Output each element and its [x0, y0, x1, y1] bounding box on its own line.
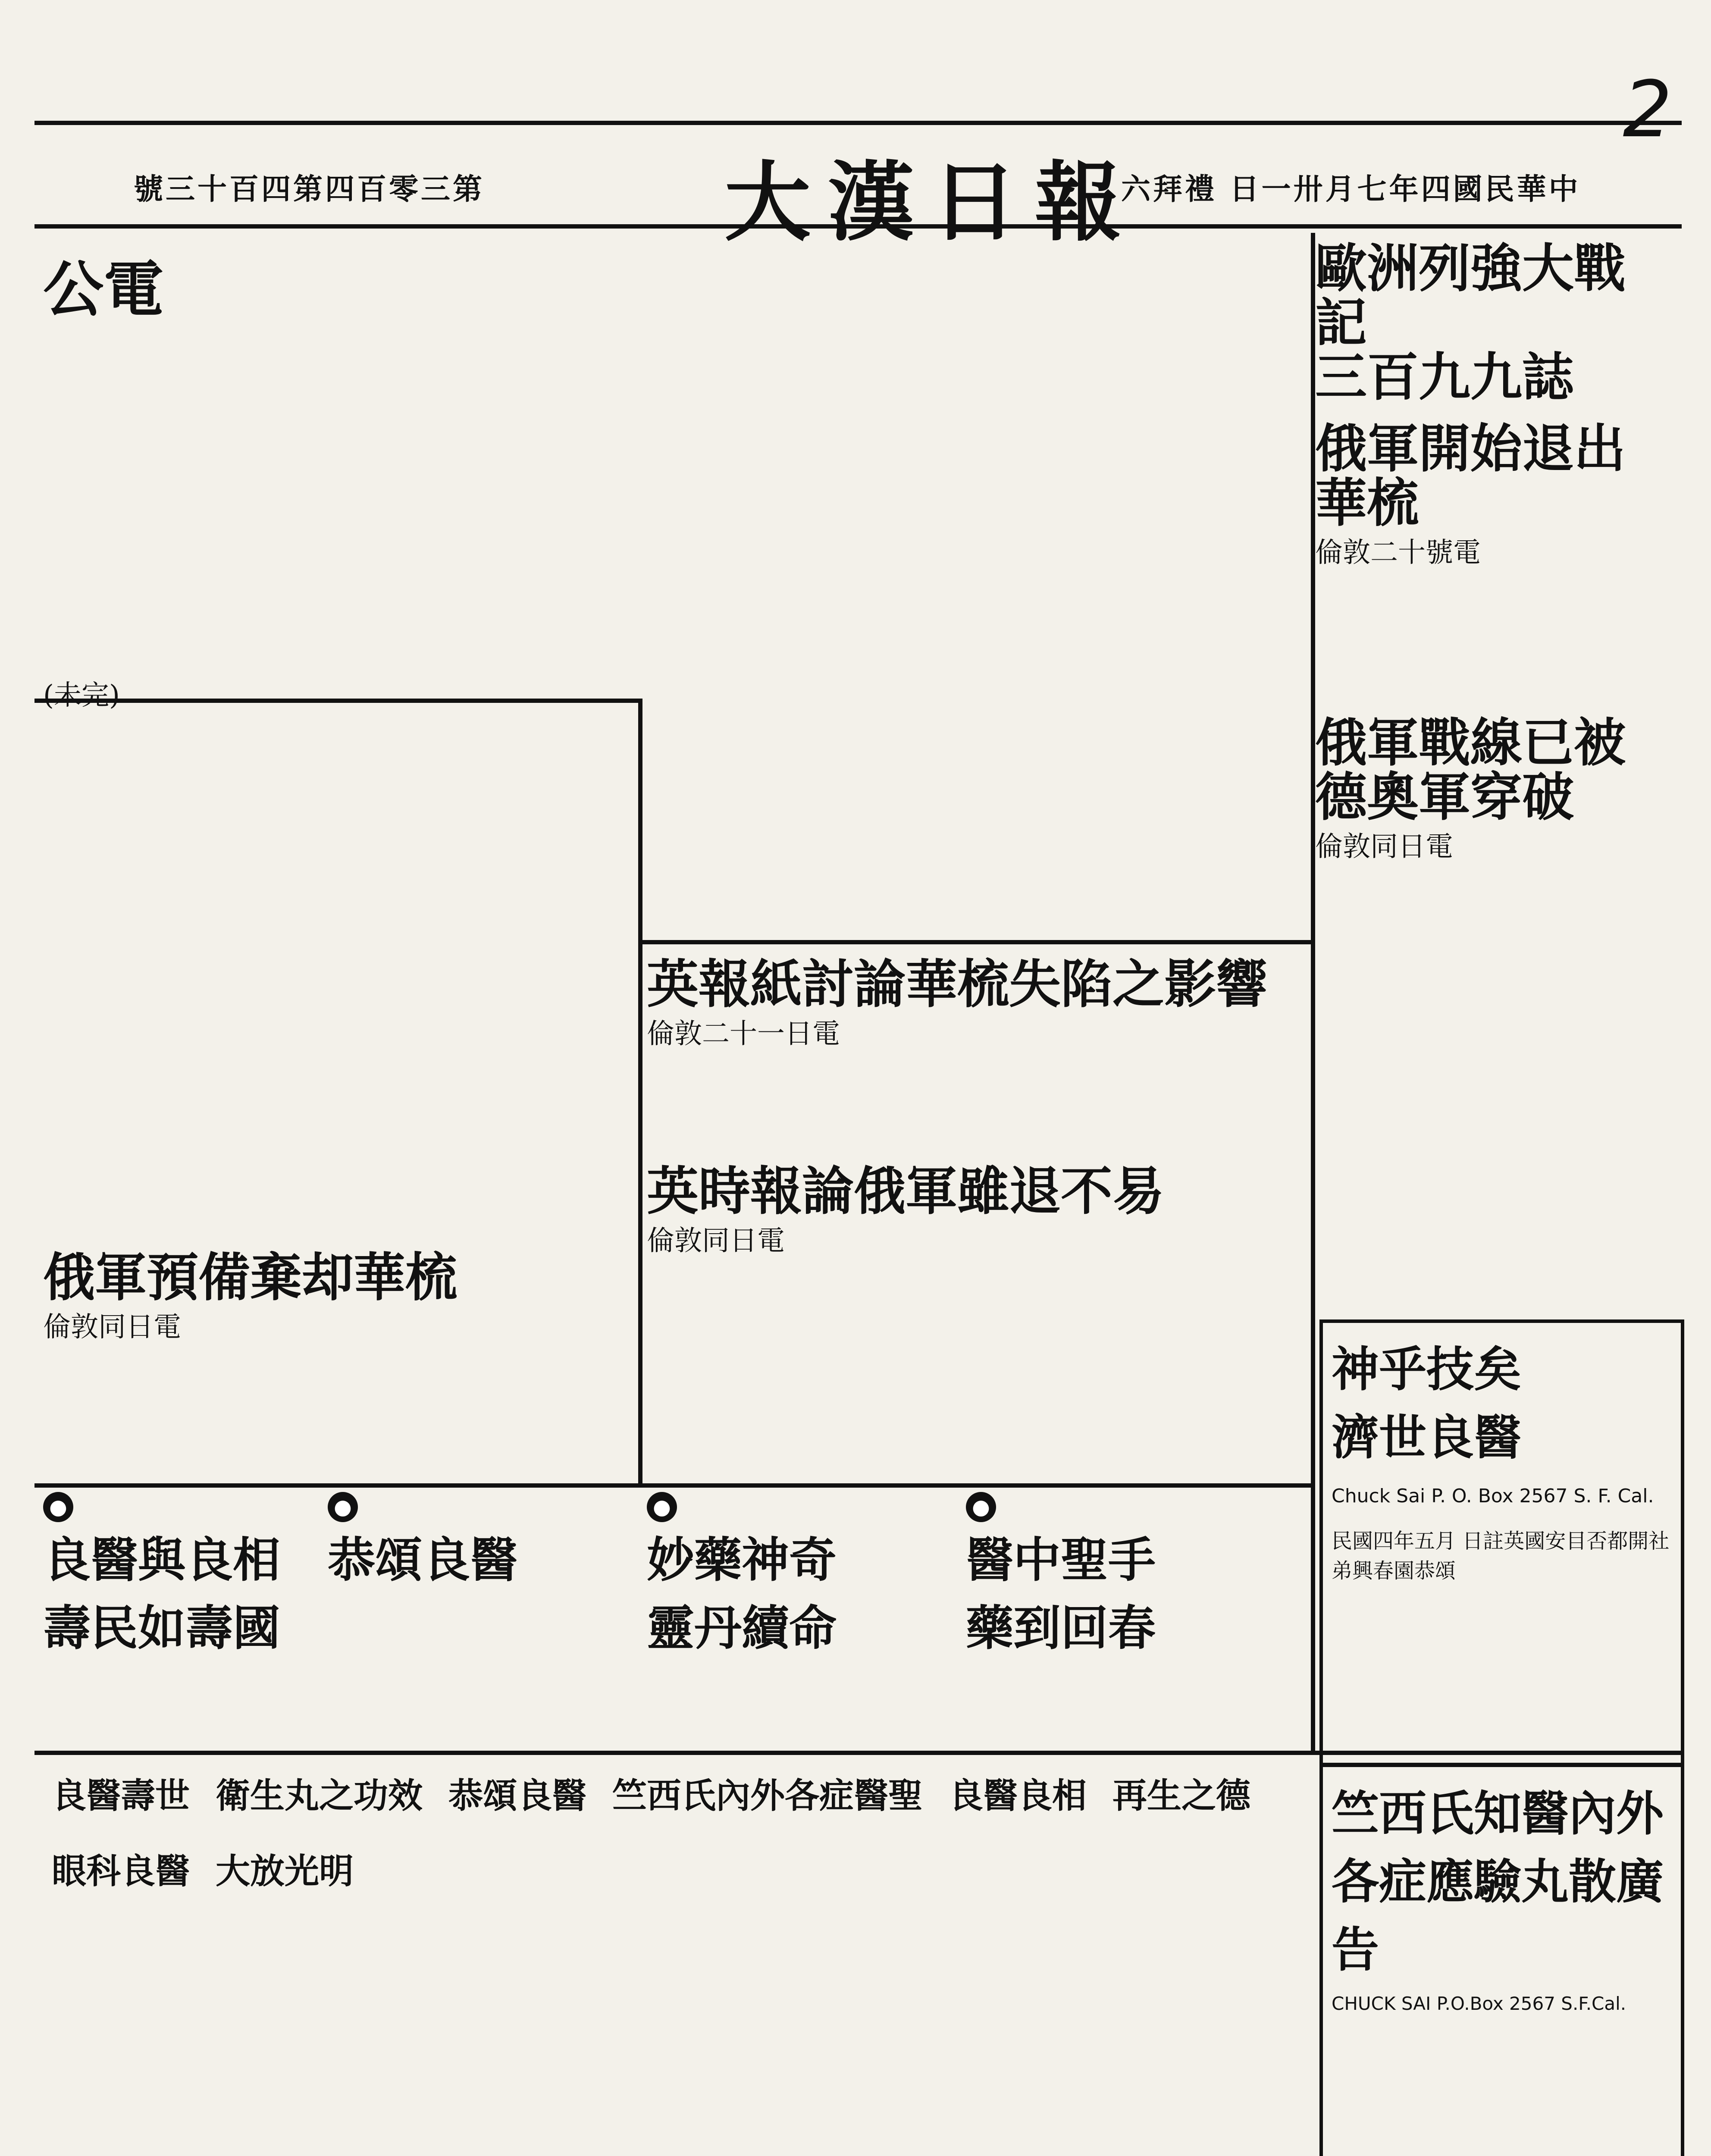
editorial	[43, 241, 630, 711]
bullet-icon: ●	[966, 1492, 996, 1522]
ad-3-title: 妙藥神奇	[647, 1532, 837, 1588]
editorial-title: 公電	[43, 254, 164, 325]
editorial-status: (未完)	[43, 680, 120, 711]
war-3-headline: 英報紙討論華梳失陷之影響	[647, 954, 1268, 1015]
ad-4	[328, 1492, 638, 1621]
bottom-label: 良醫壽世	[52, 1775, 190, 1816]
bottom-label: 衛生丸之功效	[216, 1775, 423, 1816]
ad-6	[1319, 1764, 1684, 2156]
war-3	[647, 954, 1302, 1087]
ad-5	[43, 1492, 319, 1708]
war-3-dateline: 倫敦二十一日電	[647, 1018, 840, 1050]
ad-3-subtitle: 靈丹續命	[647, 1600, 837, 1656]
bottom-label: 竺西氏內外各症醫聖	[612, 1775, 923, 1816]
bullet-icon: ●	[43, 1492, 73, 1522]
newspaper-title: 大漢日報	[724, 152, 1139, 253]
bottom-label: 再生之德	[1112, 1775, 1250, 1816]
bottom-label: 大放光明	[216, 1851, 354, 1891]
ad-2-title: 醫中聖手	[966, 1532, 1156, 1588]
ad-4-title: 恭頌良醫	[328, 1532, 517, 1588]
issue-info: 號三十百四第四百零三第	[134, 172, 485, 207]
ad-1-title: 神乎技矣	[1332, 1341, 1521, 1397]
page-number: 2	[1623, 65, 1672, 155]
ad-1	[1319, 1319, 1684, 1766]
ad-5-title: 良醫與良相	[43, 1532, 280, 1588]
war-2-headline: 俄軍戰線已被德奧軍穿破	[1315, 712, 1626, 827]
ad-1-footer: 民國四年五月 日註英國安目否都開社弟興春園恭頌	[1332, 1529, 1670, 1583]
bottom-ads	[52, 1768, 1302, 2156]
divider	[34, 1483, 1311, 1488]
ad-6-title: 竺西氏知醫內外各症應驗丸散廣告	[1332, 1786, 1664, 1977]
war-4-dateline: 倫敦同日電	[647, 1225, 785, 1257]
war-main-dateline: 倫敦二十號電	[1315, 537, 1481, 569]
bottom-label-list	[52, 1768, 1302, 1893]
top-rule	[34, 121, 1682, 125]
bottom-label: 恭頌良醫	[448, 1775, 586, 1816]
bullet-icon: ●	[647, 1492, 677, 1522]
divider	[638, 940, 1311, 944]
war-main-issue: 三百九九誌	[1315, 347, 1574, 407]
war-5-dateline: 倫敦同日電	[43, 1311, 181, 1343]
war-4-headline: 英時報論俄軍雖退不易	[647, 1161, 1164, 1222]
war-main-sub-headline: 俄軍開始退出華梳	[1315, 418, 1626, 533]
war-2-dateline: 倫敦同日電	[1315, 831, 1453, 863]
war-4	[647, 1161, 1302, 1294]
ad-3	[647, 1492, 957, 1708]
ad-2	[966, 1492, 1311, 1708]
ad-1-subtitle: 濟世良醫	[1332, 1410, 1521, 1465]
war-5-headline: 俄軍預備棄却華梳	[43, 1247, 457, 1308]
bottom-label: 良醫良相	[949, 1775, 1087, 1816]
bottom-label: 眼科良醫	[52, 1851, 190, 1891]
ad-2-subtitle: 藥到回春	[966, 1600, 1156, 1656]
ad-6-address: CHUCK SAI P.O.Box 2567 S.F.Cal.	[1332, 1993, 1626, 2014]
ad-1-address: Chuck Sai P. O. Box 2567 S. F. Cal.	[1332, 1485, 1654, 1507]
war-2	[1315, 712, 1669, 931]
war-main-header	[1315, 238, 1669, 673]
ad-5-subtitle: 壽民如壽國	[43, 1600, 280, 1656]
column-rule	[638, 699, 642, 1483]
war-5	[43, 1247, 630, 1466]
bullet-icon: ●	[328, 1492, 358, 1522]
war-main-headline: 歐洲列強大戰記	[1315, 238, 1626, 353]
column-rule	[1311, 233, 1315, 1751]
date-info: 六拜禮 日一卅月七年四國民華中	[1121, 172, 1581, 207]
